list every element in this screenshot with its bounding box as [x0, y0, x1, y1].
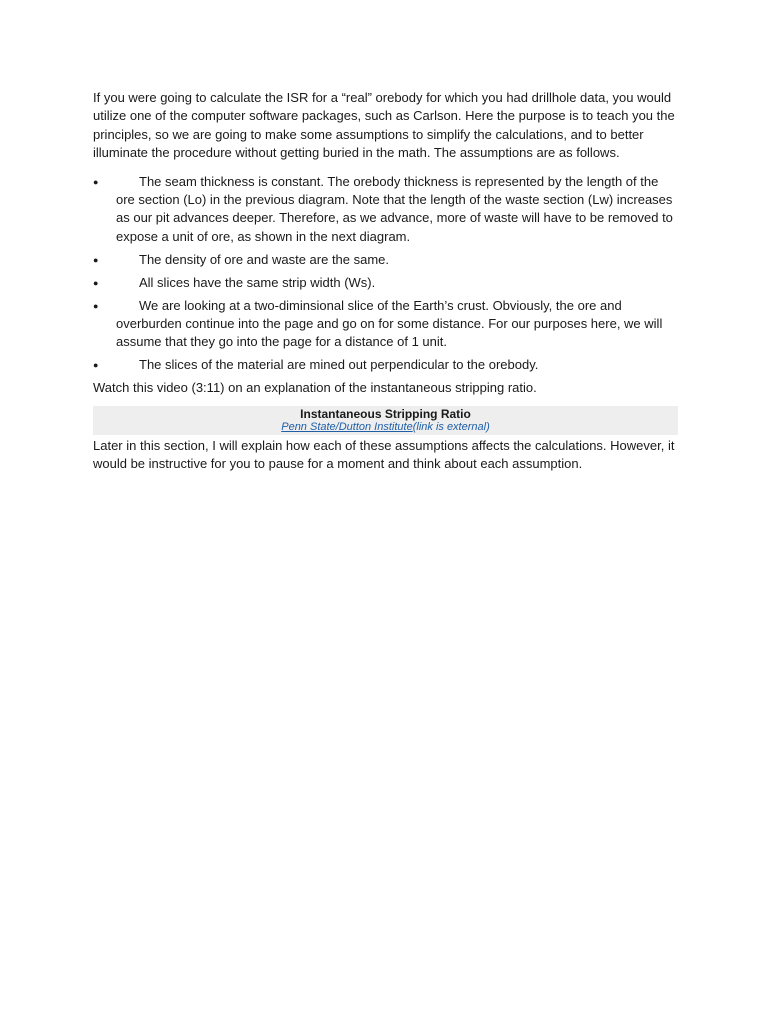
assumption-item	[93, 274, 678, 292]
assumption-item	[93, 297, 678, 352]
video-source	[93, 421, 678, 434]
assumption-text: The seam thickness is constant. The orebody thickness is represented by the length of the ore section (Lo) in the previous diagram. Note that the length of the waste section (Lw) increases as our pit advances deeper. Therefore, as we advance, more of waste will have to be removed to expose a unit of ore, as shown in the next diagram.	[116, 173, 673, 244]
intro-paragraph: If you were going to calculate the ISR for a “real” orebody for which you had drillhole data, you would utilize one of the computer software packages, such as Carlson. Here the purpose is to teach you the principles, so we are going to make some assumptions to simplify the calculations, and to better illuminate the procedure without getting buried in the math. The assumptions are as follows.	[93, 90, 675, 161]
bullet-icon: ●	[93, 360, 99, 371]
assumption-text: All slices have the same strip width (Ws).	[139, 274, 376, 290]
assumption-item	[93, 356, 678, 374]
external-link-note: (link is external)	[412, 420, 490, 433]
assumption-text: We are looking at a two-diminsional slice of the Earth’s crust. Obviously, the ore and overburden continue into the page and go on for some distance. For our purposes here, we will assume that they go into the page for a distance of 1 unit.	[116, 297, 663, 350]
bullet-icon: ●	[93, 254, 99, 265]
video-caption-box	[93, 406, 678, 435]
video-source-link[interactable]: Penn State/Dutton Institute	[281, 420, 413, 433]
assumptions-list	[93, 173, 678, 375]
bullet-icon: ●	[93, 300, 99, 311]
bullet-icon: ●	[93, 277, 99, 288]
video-intro-text: Watch this video (3:11) on an explanation of the instantaneous stripping ratio.	[93, 380, 537, 396]
assumption-item	[93, 251, 678, 269]
bullet-icon: ●	[93, 176, 99, 187]
document-body	[93, 89, 678, 473]
closing-paragraph: Later in this section, I will explain how each of these assumptions affects the calculations. However, it would be instructive for you to pause for a moment and think about each assumption.	[93, 437, 675, 471]
assumption-item	[93, 173, 678, 247]
assumption-text: The slices of the material are mined out perpendicular to the orebody.	[139, 357, 539, 373]
assumption-text: The density of ore and waste are the same.	[139, 251, 390, 267]
video-title: Instantaneous Stripping Ratio	[300, 406, 471, 421]
